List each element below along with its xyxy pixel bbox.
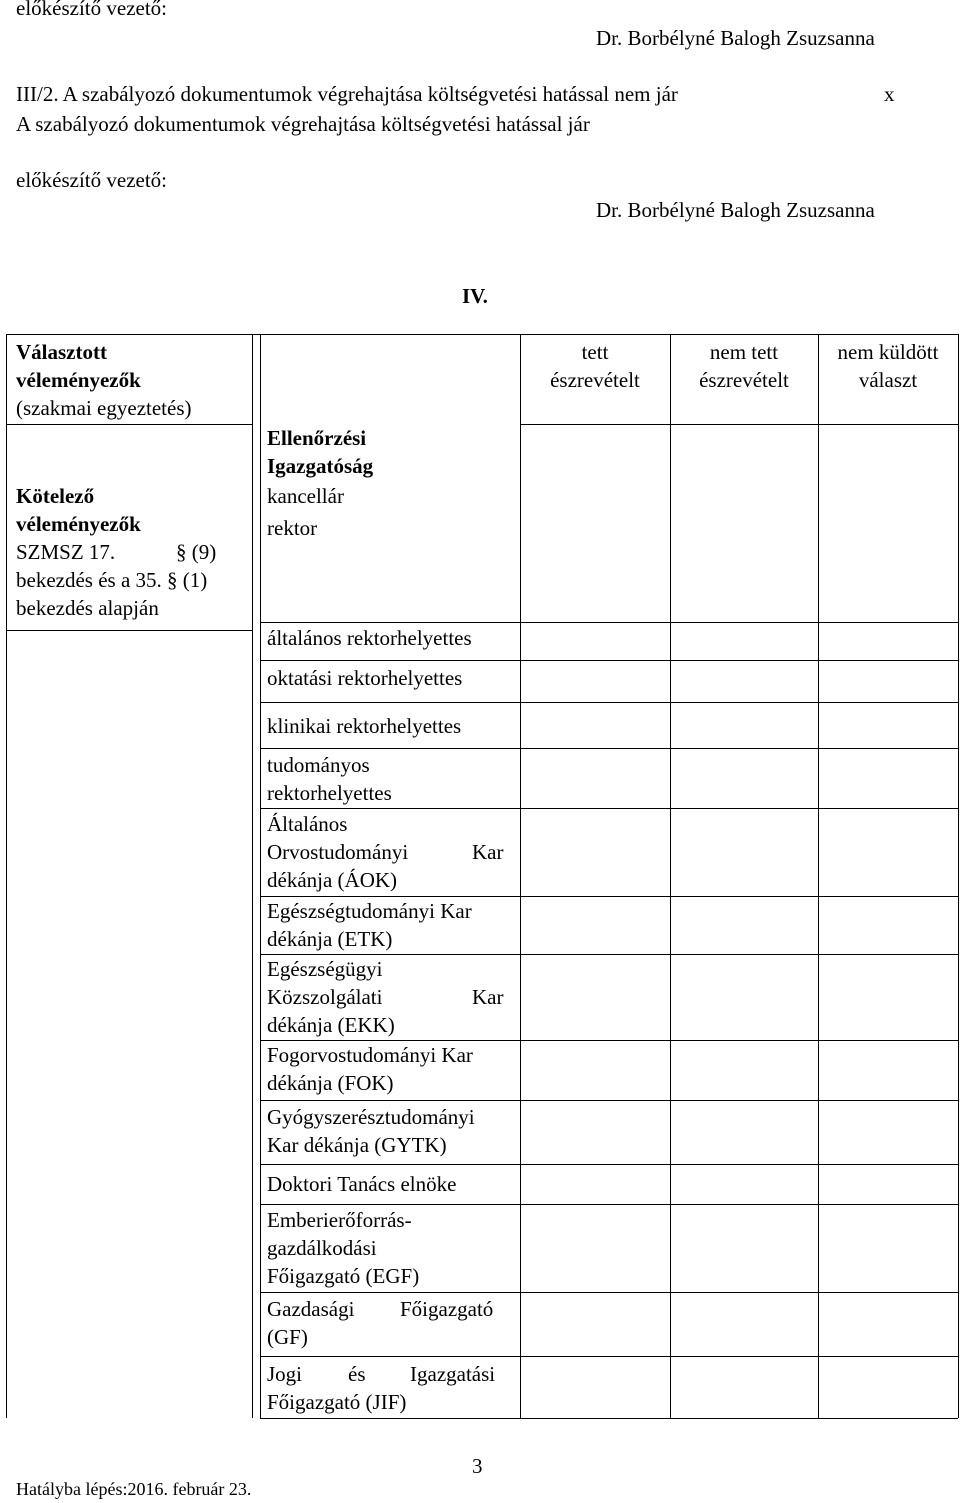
reviewer-tudomanyos: tudományos bbox=[267, 753, 370, 777]
reviewer-ekk-2b: Kar bbox=[472, 985, 504, 1009]
col-header-not-observed-2: észrevételt bbox=[699, 368, 789, 392]
reviewer-jif-1c: Igazgatási bbox=[410, 1362, 496, 1386]
reviewer-gf-1a: Gazdasági bbox=[267, 1297, 355, 1321]
col-header-observed: tett bbox=[581, 340, 609, 364]
reviewer-ekk: Egészségügyi bbox=[267, 957, 383, 981]
reviewer-tudomanyos-2: rektorhelyettes bbox=[267, 781, 392, 805]
col-header-not-observed: nem tett bbox=[709, 340, 779, 364]
mandatory-reviewers-label-2: véleményezők bbox=[16, 512, 141, 536]
page-number: 3 bbox=[472, 1454, 483, 1478]
reviewer-egf: Emberierőforrás- bbox=[267, 1208, 412, 1232]
reviewer-ekk-3: dékánja (EKK) bbox=[267, 1013, 395, 1037]
budget-line-2: A szabályozó dokumentumok végrehajtása költségvetési hatással jár bbox=[16, 112, 590, 136]
reviewer-fok-2: dékánja (FOK) bbox=[267, 1071, 394, 1095]
mandatory-basis-2: bekezdés és a 35. § (1) bbox=[16, 568, 208, 592]
reviewer-etk-2: dékánja (ETK) bbox=[267, 927, 393, 951]
reviewer-oktatasi-rh: oktatási rektorhelyettes bbox=[267, 666, 463, 690]
section-title: IV. bbox=[462, 284, 488, 308]
reviewer-ekk-2a: Közszolgálati bbox=[267, 985, 383, 1009]
chosen-reviewers-label-2: véleményezők bbox=[16, 368, 141, 392]
reviewer-ellenorzesi: Ellenőrzési bbox=[267, 426, 367, 450]
reviewer-egf-2: gazdálkodási bbox=[267, 1236, 377, 1260]
col-header-no-reply: nem küldött bbox=[837, 340, 939, 364]
reviewer-aok: Általános bbox=[267, 812, 348, 836]
mandatory-basis-1b: § (9) bbox=[176, 540, 217, 564]
reviewer-egf-3: Főigazgató (EGF) bbox=[267, 1264, 420, 1288]
reviewer-aok-2b: Kar bbox=[472, 840, 504, 864]
reviewer-gytk: Gyógyszerésztudományi bbox=[267, 1105, 475, 1129]
mandatory-reviewers-label: Kötelező bbox=[16, 484, 95, 508]
mandatory-basis-3: bekezdés alapján bbox=[16, 596, 159, 620]
preparer-label-2: előkészítő vezető: bbox=[16, 168, 168, 192]
budget-mark: x bbox=[884, 82, 895, 106]
col-header-observed-2: észrevételt bbox=[550, 368, 640, 392]
preparer-label-1: előkészítő vezető: bbox=[16, 0, 168, 20]
reviewer-gf-1b: Főigazgató bbox=[400, 1297, 494, 1321]
chosen-reviewers-label: Választott bbox=[16, 340, 107, 364]
chosen-reviewers-note: (szakmai egyeztetés) bbox=[16, 396, 192, 420]
reviewer-doktori: Doktori Tanács elnöke bbox=[267, 1172, 457, 1196]
preparer-name-1: Dr. Borbélyné Balogh Zsuzsanna bbox=[596, 26, 875, 50]
effective-date: Hatályba lépés:2016. február 23. bbox=[16, 1479, 252, 1499]
col-header-no-reply-2: választ bbox=[858, 368, 918, 392]
reviewer-fok: Fogorvostudományi Kar bbox=[267, 1043, 473, 1067]
reviewer-etk: Egészségtudományi Kar bbox=[267, 899, 472, 923]
reviewer-altalanos-rh: általános rektorhelyettes bbox=[267, 626, 472, 650]
reviewer-jif-1b: és bbox=[348, 1362, 366, 1386]
preparer-name-2: Dr. Borbélyné Balogh Zsuzsanna bbox=[596, 198, 875, 222]
reviewer-kancellar: kancellár bbox=[267, 484, 344, 508]
reviewer-jif-1a: Jogi bbox=[267, 1362, 303, 1386]
reviewer-aok-3: dékánja (ÁOK) bbox=[267, 868, 398, 892]
reviewer-ellenorzesi-2: Igazgatóság bbox=[267, 454, 374, 478]
reviewer-klinikai-rh: klinikai rektorhelyettes bbox=[267, 714, 462, 738]
reviewer-gf-2: (GF) bbox=[267, 1325, 308, 1349]
reviewer-aok-2a: Orvostudományi bbox=[267, 840, 409, 864]
reviewer-jif-2: Főigazgató (JIF) bbox=[267, 1390, 407, 1414]
budget-line-1: III/2. A szabályozó dokumentumok végrehajtása költségvetési hatással nem jár bbox=[16, 82, 678, 106]
reviewer-rektor: rektor bbox=[267, 516, 318, 540]
mandatory-basis-1a: SZMSZ 17. bbox=[16, 540, 116, 564]
reviewer-gytk-2: Kar dékánja (GYTK) bbox=[267, 1133, 447, 1157]
